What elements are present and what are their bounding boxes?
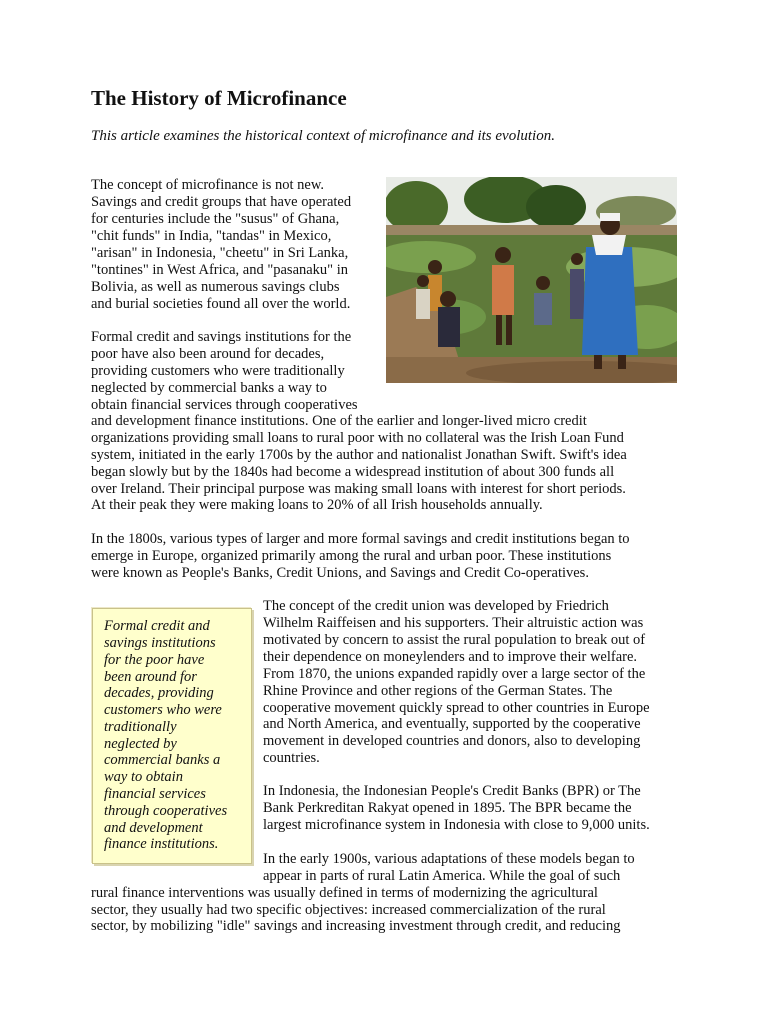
para1-line: The concept of microfinance is not new. [91, 177, 324, 193]
para2-line: over Ireland. Their principal purpose was making small loans with interest for short periods. [91, 481, 626, 497]
para5-line: In Indonesia, the Indonesian People's Credit Banks (BPR) or The [263, 783, 641, 799]
page-subtitle: This article examines the historical context of microfinance and its evolution. [91, 128, 555, 144]
callout-line: Formal credit and [104, 618, 210, 634]
para2-line: At their peak they were making loans to 20% of all Irish households annually. [91, 497, 543, 513]
para2-line: poor have also been around for decades, [91, 346, 325, 362]
para4-line: From 1870, the unions expanded rapidly over a large sector of the [263, 666, 646, 682]
para2-line: obtain financial services through cooperatives [91, 397, 358, 413]
callout-line: finance institutions. [104, 836, 219, 852]
para2-line: providing customers who were traditionally [91, 363, 345, 379]
para2-line: began slowly but by the 1840s had become a widespread institution of about 300 funds all [91, 464, 615, 480]
para4-line: and North America, and eventually, supported by the cooperative [263, 716, 641, 732]
para1-line: "tontines" in West Africa, and "pasanaku" in [91, 262, 349, 278]
para1-line: and burial societies found all over the world. [91, 296, 351, 312]
para4-line: The concept of the credit union was developed by Friedrich [263, 598, 609, 614]
para6-line: sector, by mobilizing "idle" savings and increasing investment through credit, and reducing [91, 918, 621, 934]
callout-line: been around for [104, 669, 197, 685]
page-title: The History of Microfinance [91, 86, 347, 110]
para5-line: largest microfinance system in Indonesia with close to 9,000 units. [263, 817, 650, 833]
para2-line: system, initiated in the early 1700s by the author and nationalist Jonathan Swift. Swift's idea [91, 447, 627, 463]
pull-quote-box [92, 608, 252, 864]
para1-line: "arisan" in Indonesia, "cheetu" in Sri Lanka, [91, 245, 349, 261]
para3-line: emerge in Europe, organized primarily among the rural and urban poor. These institutions [91, 548, 612, 564]
para4-line: Rhine Province and other regions of the German States. The [263, 683, 613, 699]
callout-line: traditionally [104, 719, 177, 735]
para2-line: Formal credit and savings institutions for the [91, 329, 352, 345]
para6-line: appear in parts of rural Latin America. While the goal of such [263, 868, 621, 884]
callout-line: for the poor have [104, 652, 205, 668]
para1-line: Bolivia, as well as numerous savings clubs [91, 279, 340, 295]
para6-line: sector, they usually had two specific objectives: increased commercialization of the rural [91, 902, 606, 918]
para2-line: organizations providing small loans to rural poor with no collateral was the Irish Loan Fund [91, 430, 624, 446]
callout-line: through cooperatives [104, 803, 228, 819]
para4-line: Wilhelm Raiffeisen and his supporters. Their altruistic action was [263, 615, 644, 631]
callout-line: and development [104, 820, 203, 836]
para3-line: were known as People's Banks, Credit Unions, and Savings and Credit Co-operatives. [91, 565, 589, 581]
callout-line: savings institutions [104, 635, 216, 651]
para5-line: Bank Perkreditan Rakyat opened in 1895. The BPR became the [263, 800, 632, 816]
villagers-field-photo [386, 177, 677, 383]
para6-line: rural finance interventions was usually defined in terms of modernizing the agricultural [91, 885, 598, 901]
callout-line: decades, providing [104, 685, 214, 701]
callout-line: customers who were [104, 702, 222, 718]
callout-line: commercial banks a [104, 752, 221, 768]
para4-line: cooperative movement quickly spread to other countries in Europe [263, 700, 650, 716]
para6-line: In the early 1900s, various adaptations of these models began to [263, 851, 635, 867]
para2-line: neglected by commercial banks a way to [91, 380, 327, 396]
para1-line: for centuries include the "susus" of Ghana, [91, 211, 340, 227]
para1-line: Savings and credit groups that have operated [91, 194, 352, 210]
callout-line: neglected by [104, 736, 177, 752]
para4-line: movement in developed countries and donors, also to developing [263, 733, 641, 749]
para4-line: their dependence on moneylenders and to improve their welfare. [263, 649, 638, 665]
para2-line: and development finance institutions. One of the earlier and longer-lived micro credit [91, 413, 587, 429]
callout-line: financial services [104, 786, 206, 802]
para4-line: countries. [263, 750, 320, 766]
para4-line: motivated by concern to assist the rural population to break out of [263, 632, 646, 648]
callout-line: way to obtain [104, 769, 183, 785]
para1-line: "chit funds" in India, "tandas" in Mexico, [91, 228, 332, 244]
para3-line: In the 1800s, various types of larger and more formal savings and credit institutions began to [91, 531, 630, 547]
